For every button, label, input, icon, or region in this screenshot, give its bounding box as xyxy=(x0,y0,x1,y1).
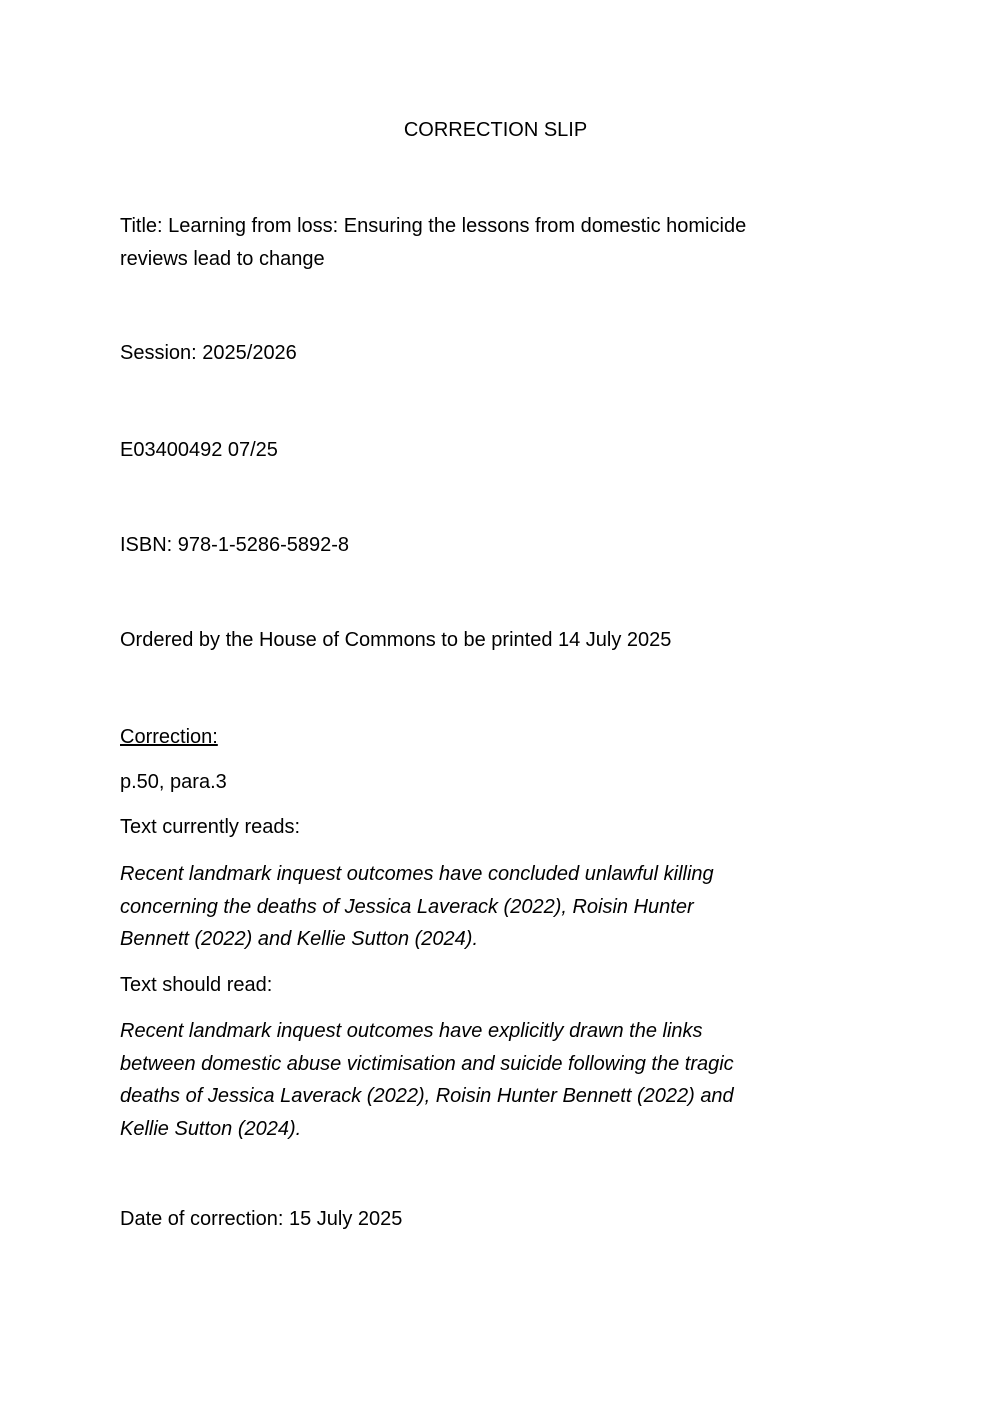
corrected-text-line: deaths of Jessica Laverack (2022), Roisin Hunter Bennett (2022) and xyxy=(120,1085,734,1107)
publication-title xyxy=(120,210,871,275)
publication-title-line: Title: Learning from loss: Ensuring the lessons from domestic homicide xyxy=(120,215,747,237)
correction-heading-label: Correction: xyxy=(120,726,218,748)
current-text-paragraph xyxy=(120,858,871,956)
corrected-text-line: Recent landmark inquest outcomes have explicitly drawn the links xyxy=(120,1020,703,1042)
corrected-text-line: between domestic abuse victimisation and suicide following the tragic xyxy=(120,1052,734,1075)
publication-title-line: reviews lead to change xyxy=(120,247,325,270)
current-text-line: Bennett (2022) and Kellie Sutton (2024). xyxy=(120,928,479,950)
correction-date-line: Date of correction: 15 July 2025 xyxy=(120,1208,403,1230)
correction-location: p.50, para.3 xyxy=(120,771,227,793)
current-text-label: Text currently reads: xyxy=(120,816,301,838)
print-code-line: E03400492 07/25 xyxy=(120,439,278,461)
session-line: Session: 2025/2026 xyxy=(120,342,297,364)
current-text-line: concerning the deaths of Jessica Laverack (2022), Roisin Hunter xyxy=(120,895,694,918)
correction-heading xyxy=(120,721,871,754)
should-read-label: Text should read: xyxy=(120,974,273,996)
ordered-by-line: Ordered by the House of Commons to be printed 14 July 2025 xyxy=(120,629,672,651)
corrected-text-paragraph xyxy=(120,1015,871,1145)
corrected-text-line: Kellie Sutton (2024). xyxy=(120,1117,302,1140)
document-heading: CORRECTION SLIP xyxy=(403,119,588,141)
current-text-line: Recent landmark inquest outcomes have concluded unlawful killing xyxy=(120,863,714,885)
isbn-line: ISBN: 978-1-5286-5892-8 xyxy=(120,534,350,556)
